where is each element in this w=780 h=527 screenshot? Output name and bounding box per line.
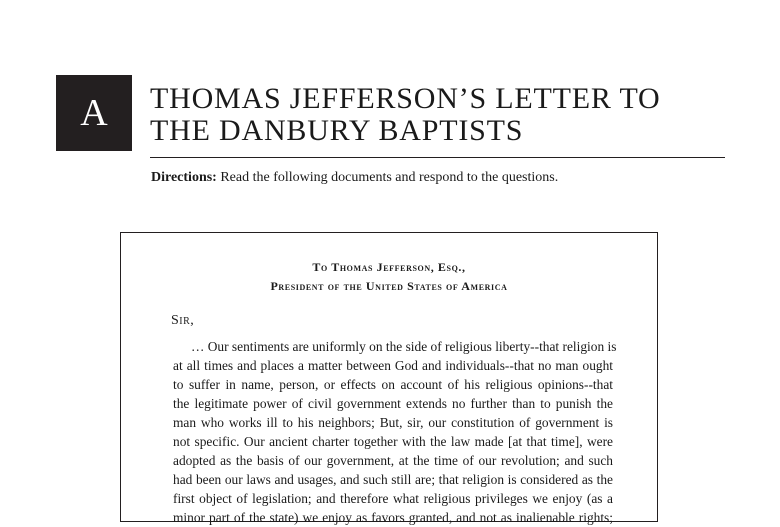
page-title xyxy=(150,83,730,147)
page-title-line-2: THE DANBURY BAPTISTS xyxy=(150,114,524,147)
section-letter: A xyxy=(80,92,108,134)
section-letter-badge xyxy=(56,75,132,151)
document-address-line-2: President of the United States of America xyxy=(270,279,508,293)
directions-text: Read the following documents and respond to the questions. xyxy=(216,170,559,185)
document-body-line: had been our laws and usages, and such still are; that religion is considered as the xyxy=(173,472,613,487)
document-body-line: to suffer in name, person, or effects on account of his religious opinions--that xyxy=(173,377,613,392)
document-body xyxy=(173,337,617,527)
page-title-line-1: THOMAS JEFFERSON’S LETTER TO xyxy=(150,82,661,115)
title-divider xyxy=(150,157,725,158)
document-body-line: man who works ill to his neighbors; But, sir, our constitution of government is xyxy=(173,415,613,430)
document-body-line: not specific. Our ancient charter together with the law made [at that time], were xyxy=(173,434,613,449)
document-body-line: minor part of the state) we enjoy as favors granted, and not as inalienable rights; xyxy=(173,510,613,525)
document-salutation: Sir, xyxy=(171,313,195,328)
document-body-line: adopted as the basis of our government, at the time of our revolution; and such xyxy=(173,453,613,468)
document-body-line: … Our sentiments are uniformly on the side of religious liberty--that religion is xyxy=(191,339,617,354)
directions-label: Directions: xyxy=(151,170,217,185)
document-box xyxy=(120,232,658,525)
document-body-line: the legitimate power of civil government extends no further than to punish the xyxy=(173,396,613,411)
document-address-line-1: To Thomas Jefferson, Esq., xyxy=(312,260,466,274)
directions xyxy=(151,169,558,187)
document-body-line: at all times and places a matter between God and individuals--that no man ought xyxy=(173,358,613,373)
document-body-line: first object of legislation; and therefore what religious privileges we enjoy (as a xyxy=(173,491,613,506)
